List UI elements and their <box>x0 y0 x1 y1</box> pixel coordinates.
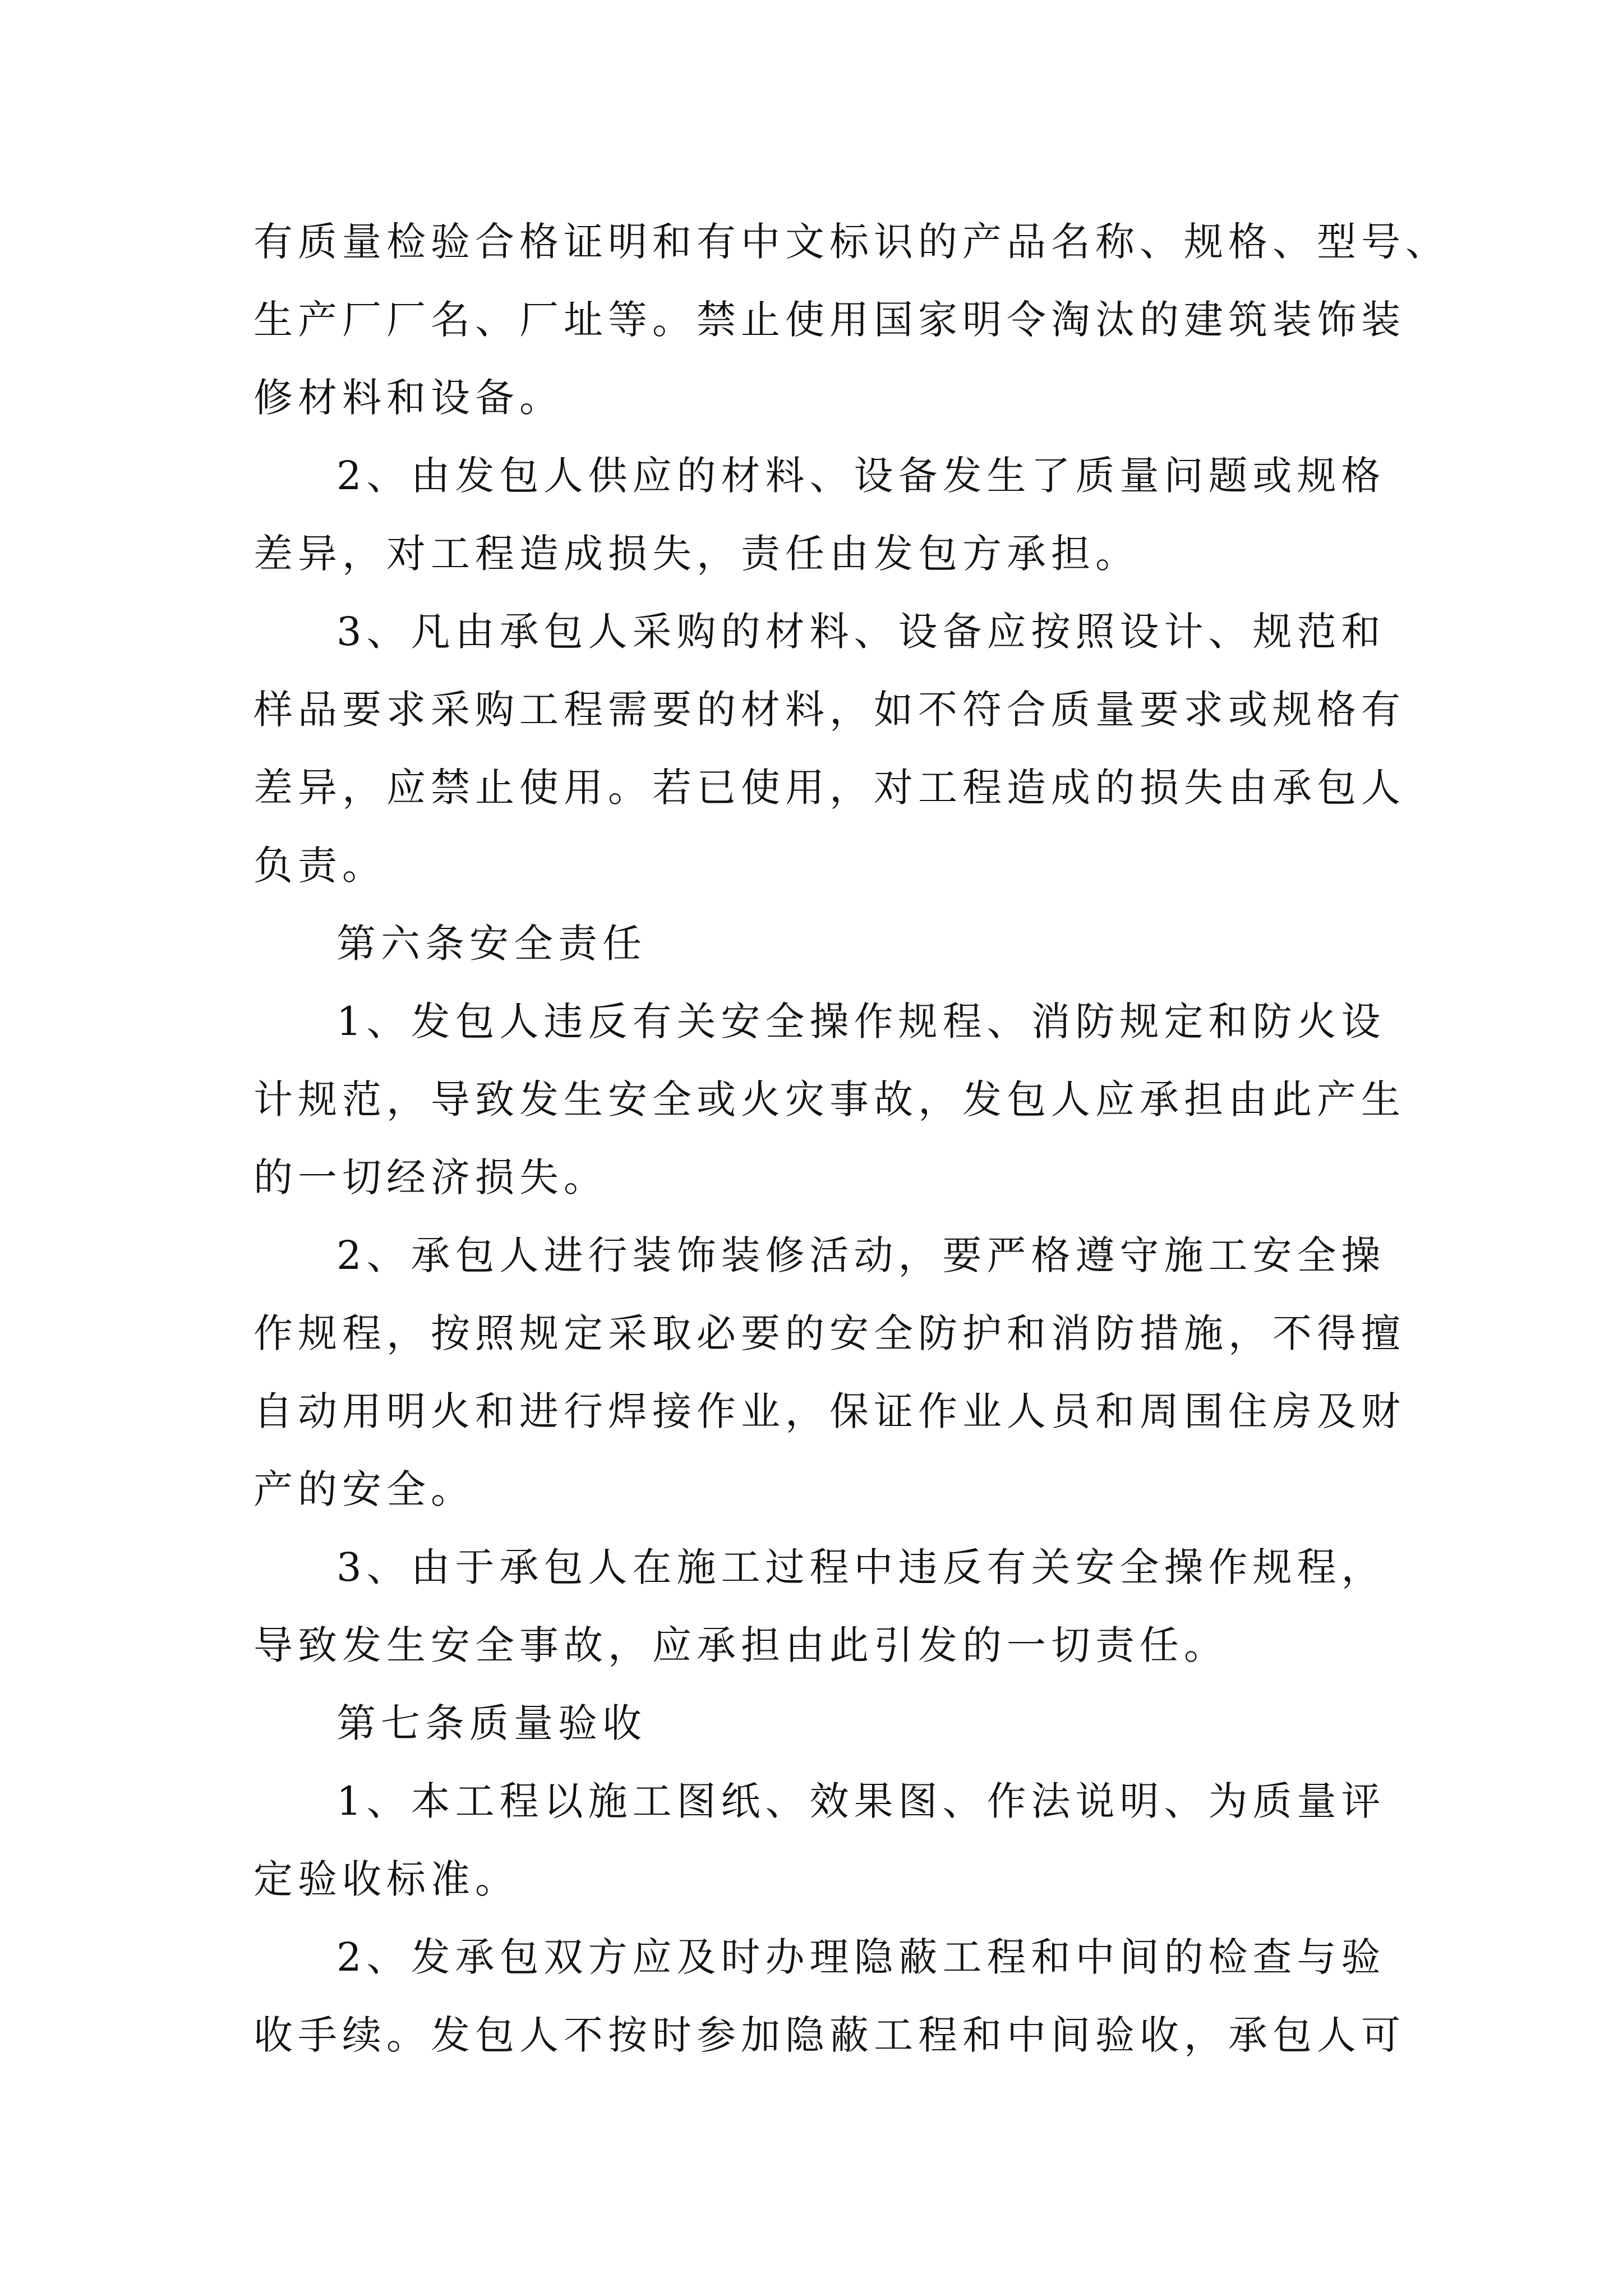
text-line: 自动用明火和进行焊接作业，保证作业人员和周围住房及财 <box>253 1388 1405 1434</box>
text-line: 修材料和设备。 <box>253 375 564 421</box>
text-line: 有质量检验合格证明和有中文标识的产品名称、规格、型号、 <box>253 219 1450 265</box>
clause-5-2-line: 2、由发包人供应的材料、设备发生了质量问题或规格 <box>336 453 1386 499</box>
clause-7-2-line: 2、发承包双方应及时办理隐蔽工程和中间的检查与验 <box>336 1934 1386 1980</box>
text-line: 定验收标准。 <box>253 1856 519 1902</box>
text-line: 生产厂厂名、厂址等。禁止使用国家明令淘汰的建筑装饰装 <box>253 297 1405 343</box>
text-line: 产的安全。 <box>253 1466 475 1512</box>
clause-6-1-line: 1、发包人违反有关安全操作规程、消防规定和防火设 <box>336 999 1386 1045</box>
clause-6-2-line: 2、承包人进行装饰装修活动，要严格遵守施工安全操 <box>336 1232 1386 1278</box>
text-line: 的一切经济损失。 <box>253 1154 608 1200</box>
article-6-heading: 第六条安全责任 <box>336 921 647 967</box>
text-line: 导致发生安全事故，应承担由此引发的一切责任。 <box>253 1622 1228 1668</box>
text-line: 计规范，导致发生安全或火灾事故，发包人应承担由此产生 <box>253 1076 1405 1122</box>
document-body <box>253 203 1450 2074</box>
text-line: 收手续。发包人不按时参加隐蔽工程和中间验收，承包人可 <box>253 2012 1405 2058</box>
article-7-heading: 第七条质量验收 <box>336 1700 647 1746</box>
text-line: 差异，对工程造成损失，责任由发包方承担。 <box>253 531 1140 577</box>
text-line: 样品要求采购工程需要的材料，如不符合质量要求或规格有 <box>253 687 1405 733</box>
text-line: 差异，应禁止使用。若已使用，对工程造成的损失由承包人 <box>253 765 1405 811</box>
text-line: 作规程，按照规定采取必要的安全防护和消防措施，不得擅 <box>253 1310 1405 1356</box>
clause-6-3-line: 3、由于承包人在施工过程中违反有关安全操作规程， <box>336 1544 1386 1590</box>
clause-5-3-line: 3、凡由承包人采购的材料、设备应按照设计、规范和 <box>336 609 1386 655</box>
text-line: 负责。 <box>253 843 386 889</box>
clause-7-1-line: 1、本工程以施工图纸、效果图、作法说明、为质量评 <box>336 1778 1386 1824</box>
